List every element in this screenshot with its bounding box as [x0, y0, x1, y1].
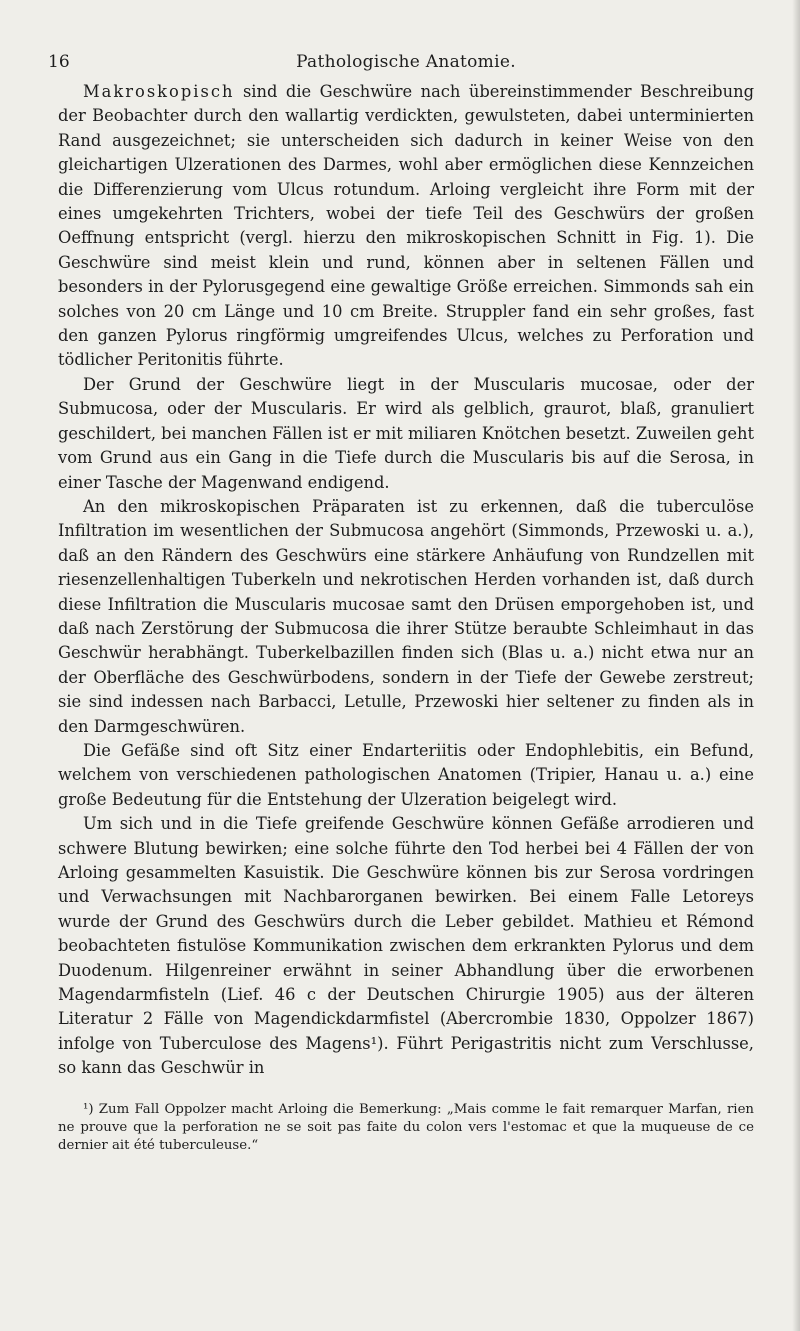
paragraph-lead-term: Makroskopisch [83, 82, 235, 101]
paragraph-tiefe-geschwuere [58, 812, 754, 1080]
paragraph-text: An den mikroskopischen Präparaten ist zu erkennen, daß die tuberculöse Infiltration im wesentlichen der Submucosa angehört (Simmonds, Przewoski u. a.), daß an den Rändern des Geschwürs eine stärkere Anhäufung von Rundzellen mit riesenzellenhaltigen Tuberkeln und nekrotischen Herden vorhanden ist, daß durch diese Infiltration die Muscularis mucosae samt den Drüsen emporgehoben ist, und daß nach Zerstörung der Submucosa die ihrer Stütze beraubte Schleimhaut in das Geschwür herabhängt. Tuberkelbazillen finden sich (Blas u. a.) nicht etwa nur an der Oberfläche des Geschwürbodens, sondern in der Tiefe der Gewebe zerstreut; sie sind indessen nach Barbacci, Letulle, Przewoski hier seltener zu finden als in den Darmgeschwüren. [58, 496, 754, 736]
paragraph-grund [58, 373, 754, 495]
body-text [58, 80, 754, 1081]
running-head: Pathologische Anatomie. [296, 52, 516, 72]
page-edge-shadow [792, 0, 800, 1331]
page-header [48, 52, 754, 80]
paragraph-text: sind die Geschwüre nach übereinstimmender Beschreibung der Beobachter durch den wallartig verdickten, gewulsteten, dabei unterminierten Rand ausgezeichnet; sie unterscheiden sich dadurch in keiner Weise von den gleichartigen Ulzerationen des Darmes, wohl aber ermöglichen diese Kennzeichen die Differenzierung vom Ulcus rotundum. Arloing vergleicht ihre Form mit der eines umgekehrten Trichters, wobei der tiefe Teil des Geschwürs der großen Oeffnung entspricht (vergl. hierzu den mikroskopischen Schnitt in Fig. 1). Die Geschwüre sind meist klein und rund, können aber in seltenen Fällen und besonders in der Pylorusgegend eine gewaltige Größe erreichen. Simmonds sah ein solches von 20 cm Länge und 10 cm Breite. Struppler fand ein sehr großes, fast den ganzen Pylorus ringförmig umgreifendes Ulcus, welches zu Perforation und tödlicher Peritonitis führte. [58, 82, 754, 370]
paragraph-gefaesse [58, 739, 754, 812]
paragraph-text: Der Grund der Geschwüre liegt in der Muscularis mucosae, oder der Submucosa, oder der Muscularis. Er wird als gelblich, graurot, blaß, granuliert geschildert, bei manchen Fällen ist er mit miliaren Knötchen besetzt. Zuweilen geht vom Grund aus ein Gang in die Tiefe durch die Muscularis bis auf die Serosa, in einer Tasche der Magenwand endigend. [58, 374, 754, 492]
paragraph-text: Die Gefäße sind oft Sitz einer Endarteriitis oder Endophlebitis, ein Befund, welchem von verschiedenen pathologischen Anatomen (Tripier, Hanau u. a.) eine große Bedeutung für die Entstehung der Ulzeration beigelegt wird. [58, 740, 754, 809]
paragraph-text: Um sich und in die Tiefe greifende Geschwüre können Gefäße arrodieren und schwere Blutung bewirken; eine solche führte den Tod herbei bei 4 Fällen der von Arloing gesammelten Kasuistik. Die Geschwüre können bis zur Serosa vordringen und Verwachsungen mit Nachbarorganen bewirken. Bei einem Falle Letoreys wurde der Grund des Geschwürs durch die Leber gebildet. Mathieu et Rémond beobachteten fistulöse Kommunikation zwischen dem erkrankten Pylorus und dem Duodenum. Hilgenreiner erwähnt in seiner Abhandlung über die erworbenen Magendarmfisteln (Lief. 46 c der Deutschen Chirurgie 1905) aus der älteren Literatur 2 Fälle von Magendickdarmfistel (Abercrombie 1830, Oppolzer 1867) infolge von Tuberculose des Magens¹). Führt Perigastritis nicht zum Verschlusse, so kann das Geschwür in [58, 814, 754, 1078]
paragraph-makroskopisch [58, 80, 754, 373]
footnote-1: ¹) Zum Fall Oppolzer macht Arloing die Bemerkung: „Mais comme le fait remarquer Marfan, rien ne prouve que la perforation ne se soit pas faite du colon vers l'estomac et que la muqueuse de ce dernier ait été tuberculeuse.“ [58, 1101, 754, 1154]
paragraph-mikroskopisch [58, 495, 754, 739]
page-number: 16 [48, 52, 70, 72]
footnotes [58, 1101, 754, 1156]
